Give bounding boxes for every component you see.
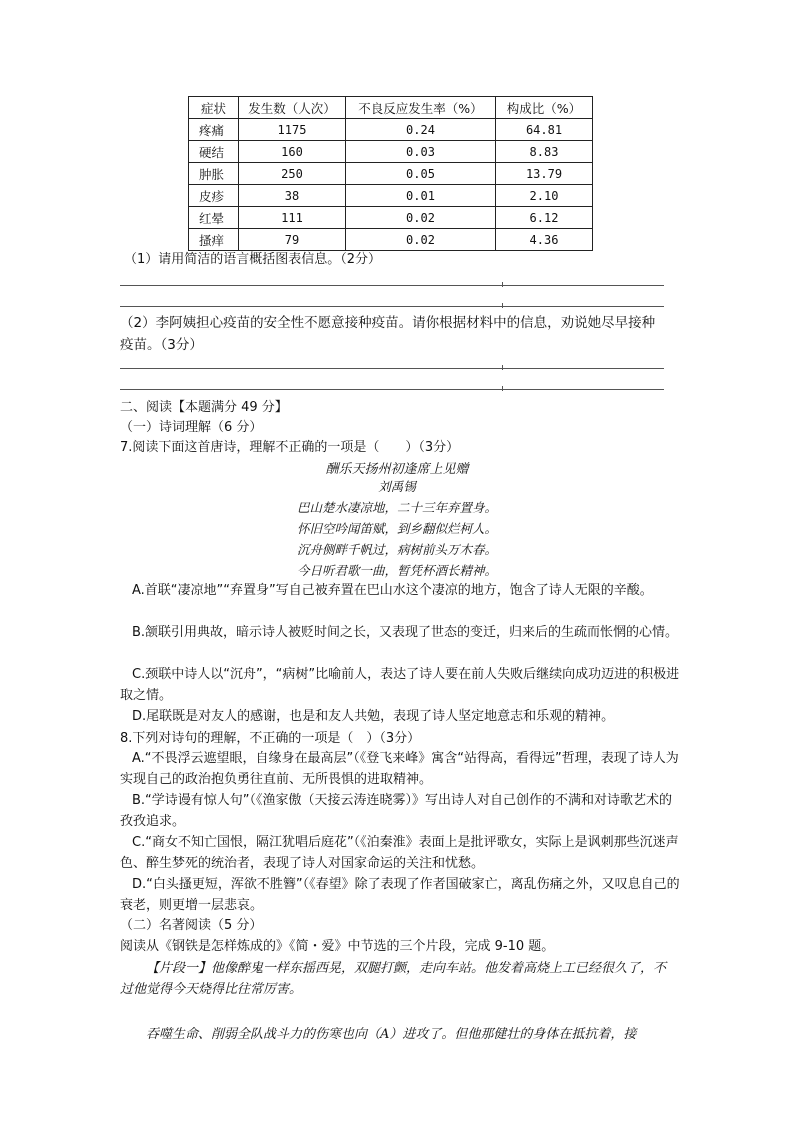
table-cell: 硬结 — [189, 141, 239, 163]
table-cell: 6.12 — [496, 207, 593, 229]
option-b: B.颔联引用典故，暗示诗人被贬时间之长，又表现了世态的变迁，归来后的生疏而怅惘的心情。 — [132, 625, 679, 640]
table-cell: 38 — [239, 185, 346, 207]
table-cell: 2.10 — [496, 185, 593, 207]
line-mark — [502, 386, 503, 391]
poem-line: 怀旧空吟闻笛赋，到乡翻似烂柯人。 — [296, 521, 497, 536]
table-cell: 肿胀 — [189, 163, 239, 185]
answer-line[interactable] — [120, 306, 664, 307]
poem-line: 今日听君歌一曲，暂凭杯酒长精神。 — [296, 563, 497, 578]
line-mark — [502, 282, 503, 287]
table-cell: 160 — [239, 141, 346, 163]
table-cell: 0.03 — [346, 141, 496, 163]
option-b: B.“学诗谩有惊人句”（《渔家傲（天接云涛连晓雾）》写出诗人对自己创作的不满和对诗歌艺术的孜孜追求。 — [120, 793, 673, 829]
line-mark — [502, 365, 503, 370]
table-cell: 64.81 — [496, 119, 593, 141]
table-cell: 0.02 — [346, 207, 496, 229]
subsection-title: （一）诗词理解（6 分） — [120, 420, 263, 435]
table-cell: 红晕 — [189, 207, 239, 229]
option-d: D.“白头搔更短，浑欲不胜簪”（《春望》除了表现了作者国破家亡，离乱伤痛之外，又叹息自己的衰老，则更增一层悲哀。 — [120, 877, 680, 913]
option-c: C.颈联中诗人以“沉舟”，“病树”比喻前人，表达了诗人要在前人失败后继续向成功迈进的积极进取之情。 — [120, 667, 680, 703]
option-a: A.“不畏浮云遮望眼，自缘身在最高层”（《登飞来峰》寓含“站得高，看得远”哲理，表现了诗人为实现自己的政治抱负勇往直前、无所畏惧的进取精神。 — [120, 751, 679, 787]
table-cell: 0.05 — [346, 163, 496, 185]
poem-line: 巴山楚水凄凉地，二十三年弃置身。 — [296, 500, 497, 515]
table-row — [189, 185, 593, 207]
table-cell: 111 — [239, 207, 346, 229]
table-cell: 1175 — [239, 119, 346, 141]
table-cell: 搔痒 — [189, 229, 239, 251]
table-row — [189, 163, 593, 185]
option-a: A.首联“凄凉地”“弃置身”写自己被弃置在巴山水这个凄凉的地方，饱含了诗人无限的辛酸。 — [132, 583, 653, 598]
table-header: 发生数（人次） — [239, 97, 346, 119]
fragment-1-continued: 吞噬生命、削弱全队战斗力的伤寒也向（A）进攻了。但他那健壮的身体在抵抗着，接 — [146, 1027, 637, 1042]
section-title: 二、阅读【本题满分 49 分】 — [120, 400, 288, 415]
fragment-1: 【片段一】他像醉鬼一样东摇西晃，双腿打颤，走向车站。他发着高烧上工已经很久了，不过他觉得今天烧得比往常厉害。 — [120, 961, 667, 997]
poem-line: 沉舟侧畔千帆过，病树前头万木春。 — [296, 542, 497, 557]
question-1: （1）请用简洁的语言概括图表信息。（2分） — [124, 252, 382, 267]
table-header: 症状 — [189, 97, 239, 119]
table-cell: 皮疹 — [189, 185, 239, 207]
option-d: D.尾联既是对友人的感谢，也是和友人共勉，表现了诗人坚定地意志和乐观的精神。 — [132, 709, 615, 724]
table-header: 不良反应发生率（%） — [346, 97, 496, 119]
poem-title: 酬乐天扬州初逢席上见赠 — [325, 462, 469, 477]
line-mark — [502, 303, 503, 308]
question-7: 7.阅读下面这首唐诗，理解不正确的一项是（ ）（3分） — [120, 440, 460, 455]
table-cell: 13.79 — [496, 163, 593, 185]
table-cell: 0.02 — [346, 229, 496, 251]
table-header-row — [189, 97, 593, 119]
table-row — [189, 207, 593, 229]
answer-line[interactable] — [120, 389, 664, 390]
option-c: C.“商女不知亡国恨，隔江犹唱后庭花”（《泊秦淮》表面上是批评歌女，实际上是讽刺那些沉迷声色、醉生梦死的统治者，表现了诗人对国家命运的关注和忧愁。 — [120, 835, 679, 871]
table-cell: 疼痛 — [189, 119, 239, 141]
answer-line[interactable] — [120, 368, 664, 369]
reading-intro: 阅读从《钢铁是怎样炼成的》《简・爱》中节选的三个片段，完成 9-10 题。 — [120, 939, 555, 954]
answer-line[interactable] — [120, 285, 664, 286]
table-cell: 79 — [239, 229, 346, 251]
question-8: 8.下列对诗句的理解，不正确的一项是（ ）（3分） — [120, 731, 421, 746]
question-2: （2）李阿姨担心疫苗的安全性不愿意接种疫苗。请你根据材料中的信息，劝说她尽早接种疫苗。（3分） — [120, 315, 656, 353]
table-cell: 8.83 — [496, 141, 593, 163]
poem-author: 刘禹锡 — [378, 479, 416, 494]
table-cell: 0.24 — [346, 119, 496, 141]
table-row — [189, 119, 593, 141]
table-row — [189, 141, 593, 163]
table-cell: 250 — [239, 163, 346, 185]
table-header: 构成比（%） — [496, 97, 593, 119]
table-cell: 4.36 — [496, 229, 593, 251]
table-cell: 0.01 — [346, 185, 496, 207]
symptom-table — [188, 96, 593, 251]
subsection-title: （二）名著阅读（5 分） — [120, 918, 263, 933]
